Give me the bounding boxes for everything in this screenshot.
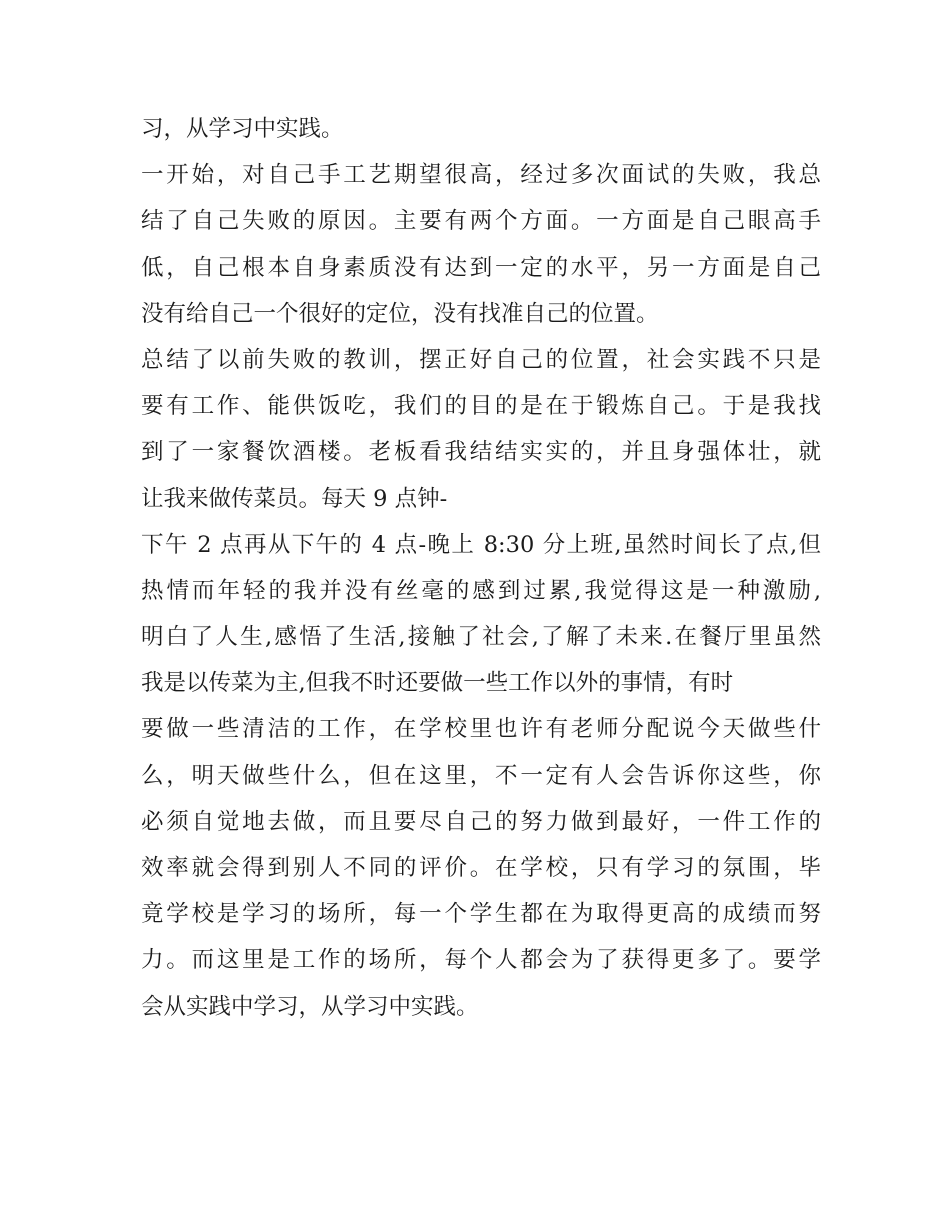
text-line-8: 到了一家餐饮酒楼。老板看我结结实实的，并且身强体壮，就 bbox=[141, 439, 821, 466]
text-line-16: 必须自觉地去做，而且要尽自己的努力做到最好，一件工作的 bbox=[141, 808, 821, 835]
text-line-13: 我是以传菜为主,但我不时还要做一些工作以外的事情，有时 bbox=[141, 670, 734, 697]
text-line-11: 热情而年轻的我并没有丝毫的感到过累,我觉得这是一种激励, bbox=[141, 577, 821, 604]
text-line-2: 一开始，对自己手工艺期望很高，经过多次面试的失败，我总 bbox=[141, 162, 821, 189]
text-line-6: 总结了以前失败的教训，摆正好自己的位置，社会实践不只是 bbox=[141, 346, 821, 373]
text-line-5: 没有给自己一个很好的定位，没有找准自己的位置。 bbox=[141, 300, 659, 327]
text-line-4: 低，自己根本自身素质没有达到一定的水平，另一方面是自己 bbox=[141, 254, 821, 281]
text-line-18: 竟学校是学习的场所，每一个学生都在为取得更高的成绩而努 bbox=[141, 901, 821, 928]
text-line-19: 力。而这里是工作的场所，每个人都会为了获得更多了。要学 bbox=[141, 947, 821, 974]
text-line-9: 让我来做传菜员。每天 9 点钟- bbox=[141, 485, 448, 512]
text-line-1: 习，从学习中实践。 bbox=[141, 116, 344, 142]
body-text bbox=[141, 106, 821, 1030]
text-line-15: 么，明天做些什么，但在这里，不一定有人会告诉你这些，你 bbox=[141, 762, 821, 789]
text-line-7: 要有工作、能供饭吃，我们的目的是在于锻炼自己。于是我找 bbox=[141, 393, 821, 420]
text-line-20: 会从实践中学习，从学习中实践。 bbox=[141, 993, 479, 1020]
text-line-17: 效率就会得到别人不同的评价。在学校，只有学习的氛围，毕 bbox=[141, 855, 821, 881]
text-line-12: 明白了人生,感悟了生活,接触了社会,了解了未来.在餐厅里虽然 bbox=[141, 624, 821, 651]
text-line-3: 结了自己失败的原因。主要有两个方面。一方面是自己眼高手 bbox=[141, 208, 821, 235]
text-line-10: 下午 2 点再从下午的 4 点-晚上 8:30 分上班,虽然时间长了点,但 bbox=[141, 531, 821, 558]
text-line-14: 要做一些清洁的工作，在学校里也许有老师分配说今天做些什 bbox=[141, 716, 821, 743]
